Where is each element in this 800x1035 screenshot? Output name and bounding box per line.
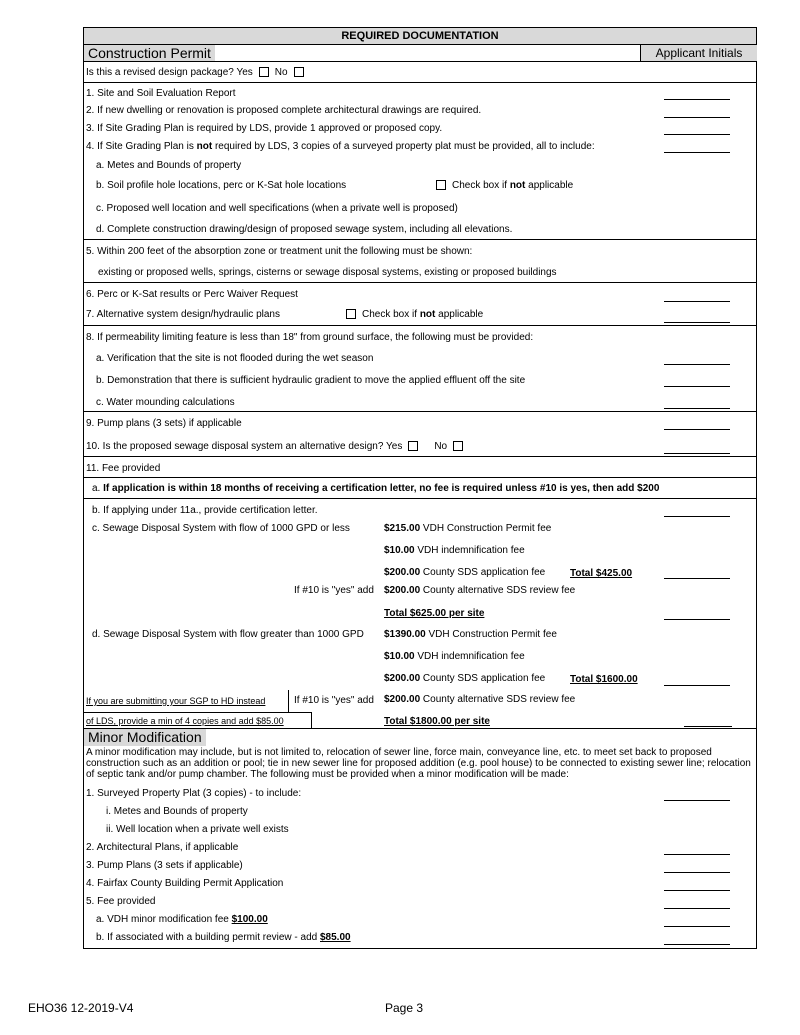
form-code: EHO36 12-2019-V4	[28, 1001, 134, 1015]
minor-item-1-ii: ii. Well location when a private well exists	[106, 824, 289, 835]
item-11a: a. If application is within 18 months of receiving a certification letter, no fee is required unless #10 is yes, then add $200	[92, 483, 660, 494]
minor-initials-line-3[interactable]	[664, 872, 730, 873]
fee-d-1: $1390.00 VDH Construction Permit fee	[384, 629, 557, 640]
item-4d: d. Complete construction drawing/design of proposed sewage system, including all elevations.	[96, 224, 513, 235]
item-8c: c. Water mounding calculations	[96, 397, 235, 408]
initials-line-9[interactable]	[664, 429, 730, 430]
minor-item-2: 2. Architectural Plans, if applicable	[86, 842, 239, 853]
not-applicable-checkbox-7[interactable]	[346, 309, 356, 319]
fee-d-total: Total $1600.00	[570, 674, 638, 685]
fee-c-total: Total $425.00	[570, 568, 633, 579]
initials-line-8a[interactable]	[664, 364, 730, 365]
not-applicable-7: Check box if not applicable	[346, 309, 483, 321]
initials-line-6[interactable]	[664, 301, 730, 302]
fee-d-3: $200.00 County SDS application fee	[384, 673, 546, 684]
item-5: 5. Within 200 feet of the absorption zone or treatment unit the following must be shown:	[86, 246, 473, 257]
minor-initials-line-2[interactable]	[664, 854, 730, 855]
revised-yes-checkbox[interactable]	[259, 67, 269, 77]
fee-c-3: $200.00 County SDS application fee	[384, 567, 546, 578]
minor-initials-line-5a[interactable]	[664, 926, 730, 927]
item-9: 9. Pump plans (3 sets) if applicable	[86, 418, 242, 429]
minor-item-4: 4. Fairfax County Building Permit Application	[86, 878, 284, 889]
alt-design-no-checkbox[interactable]	[453, 441, 463, 451]
initials-line-2[interactable]	[664, 117, 730, 118]
fee-c-2: $10.00 VDH indemnification fee	[384, 545, 525, 556]
initials-line-7[interactable]	[664, 322, 730, 323]
item-8b: b. Demonstration that there is sufficient hydraulic gradient to move the applied effluent off the site	[96, 375, 526, 386]
item-11: 11. Fee provided	[86, 463, 161, 474]
minor-item-5b: b. If associated with a building permit review - add $85.00	[96, 932, 351, 943]
construction-permit-title: Construction Permit	[84, 45, 215, 62]
item-7: 7. Alternative system design/hydraulic plans	[86, 309, 280, 320]
minor-initials-line-5[interactable]	[664, 908, 730, 909]
initials-line-11d-site[interactable]	[684, 726, 732, 727]
applicant-initials-header: Applicant Initials	[640, 45, 757, 62]
item-6: 6. Perc or K-Sat results or Perc Waiver Request	[86, 289, 298, 300]
item-8a: a. Verification that the site is not flooded during the wet season	[96, 353, 374, 364]
item-4c: c. Proposed well location and well specifications (when a private well is proposed)	[96, 203, 458, 214]
item-8: 8. If permeability limiting feature is less than 18" from ground surface, the following must be provided:	[86, 332, 534, 343]
minor-item-1: 1. Surveyed Property Plat (3 copies) - to include:	[86, 788, 302, 799]
fee-c-if10: If #10 is "yes" add	[294, 585, 374, 596]
item-2: 2. If new dwelling or renovation is proposed complete architectural drawings are required.	[86, 105, 482, 116]
item-4: 4. If Site Grading Plan is not required by LDS, 3 copies of a surveyed property plat must be provided, all to include:	[86, 141, 595, 152]
fee-d-if10: If #10 is "yes" add	[294, 695, 374, 706]
page-number: Page 3	[385, 1001, 424, 1015]
fee-c-4: $200.00 County alternative SDS review fee	[384, 585, 576, 596]
item-5-sub: existing or proposed wells, springs, cisterns or sewage disposal systems, existing or proposed buildings	[98, 267, 557, 278]
not-applicable-4b: Check box if not applicable	[436, 180, 573, 192]
alt-design-yes-checkbox[interactable]	[408, 441, 418, 451]
minor-initials-line-1[interactable]	[664, 800, 730, 801]
minor-modification-description: A minor modification may include, but is not limited to, relocation of sewer line, force main, conveyance line, etc. to meet set back to proposed construction such as an addition or pool; tie in new sewer line for proposed addition (e.g. pool house) to be connected to existing sewer line; relocation of septic tank and/or pump chamber. The following must be provided when a minor modification will be made:	[86, 747, 751, 780]
initials-line-11d[interactable]	[664, 685, 730, 686]
initials-line-1[interactable]	[664, 99, 730, 100]
item-4a: a. Metes and Bounds of property	[96, 160, 242, 171]
not-applicable-checkbox-4b[interactable]	[436, 180, 446, 190]
initials-line-11c[interactable]	[664, 578, 730, 579]
fee-d-site-total: Total $1800.00 per site	[384, 716, 490, 727]
item-11b: b. If applying under 11a., provide certification letter.	[92, 505, 318, 516]
initials-line-3[interactable]	[664, 134, 730, 135]
minor-item-5: 5. Fee provided	[86, 896, 156, 907]
required-documentation-form	[83, 27, 757, 949]
fee-c-1: $215.00 VDH Construction Permit fee	[384, 523, 552, 534]
item-11d: d. Sewage Disposal System with flow greater than 1000 GPD	[92, 629, 364, 640]
minor-item-5a: a. VDH minor modification fee $100.00	[96, 914, 268, 925]
fee-d-4: $200.00 County alternative SDS review fee	[384, 694, 576, 705]
minor-modification-title: Minor Modification	[84, 729, 206, 746]
fee-d-2: $10.00 VDH indemnification fee	[384, 651, 525, 662]
sgp-note-2: of LDS, provide a min of 4 copies and add $85.00	[86, 716, 284, 726]
item-1: 1. Site and Soil Evaluation Report	[86, 88, 236, 99]
item-10: 10. Is the proposed sewage disposal system an alternative design? Yes No	[86, 441, 469, 453]
minor-item-3: 3. Pump Plans (3 sets if applicable)	[86, 860, 243, 871]
initials-line-11c-site[interactable]	[664, 619, 730, 620]
initials-line-8b[interactable]	[664, 386, 730, 387]
item-4b: b. Soil profile hole locations, perc or K-Sat hole locations	[96, 180, 347, 191]
initials-line-4[interactable]	[664, 152, 730, 153]
initials-line-10[interactable]	[664, 453, 730, 454]
item-3: 3. If Site Grading Plan is required by LDS, provide 1 approved or proposed copy.	[86, 123, 443, 134]
form-header: REQUIRED DOCUMENTATION	[84, 28, 756, 45]
sgp-note-1: If you are submitting your SGP to HD instead	[86, 696, 266, 706]
initials-line-11b[interactable]	[664, 516, 730, 517]
fee-c-site-total: Total $625.00 per site	[384, 608, 485, 619]
initials-line-8c[interactable]	[664, 408, 730, 409]
revised-design-question: Is this a revised design package? Yes No	[86, 67, 310, 79]
minor-initials-line-4[interactable]	[664, 890, 730, 891]
minor-item-1-i: i. Metes and Bounds of property	[106, 806, 248, 817]
item-11c: c. Sewage Disposal System with flow of 1000 GPD or less	[92, 523, 350, 534]
revised-no-checkbox[interactable]	[294, 67, 304, 77]
minor-initials-line-5b[interactable]	[664, 944, 730, 945]
